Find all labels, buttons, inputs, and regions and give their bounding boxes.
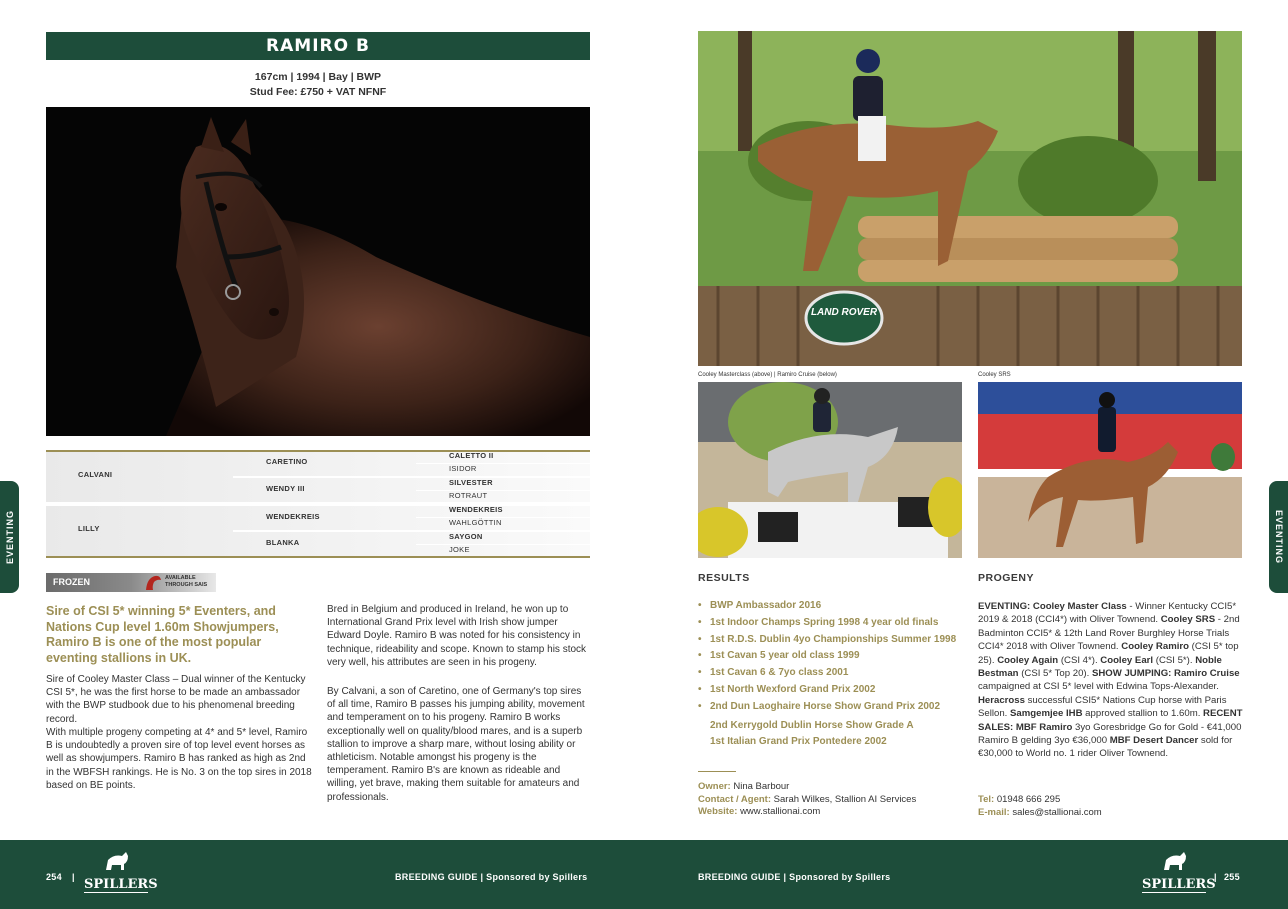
pedigree-grandsire: WENDEKREIS [266, 512, 320, 521]
result-item: • 1st Cavan 6 & 7yo class 2001 [698, 667, 849, 679]
divider [698, 771, 736, 772]
breeding-guide-label: BREEDING GUIDE | Sponsored by Spillers [698, 872, 891, 882]
pedigree-table [46, 450, 590, 558]
description-paragraph: Bred in Belgium and produced in Ireland, he won up to International Grand Prix level with Irish show jumper Edward Doyle. Ramiro B was noted for his consistency in technique, rideability and scope. Known to stamp his stock very well, his attributes are seen in his progeny. [327, 604, 587, 668]
page-title: RAMIRO B [46, 32, 590, 60]
pedigree-great-grandparent: ROTRAUT [449, 491, 488, 500]
spillers-logo-right: SPILLERS [1142, 850, 1206, 890]
result-item: 2nd Kerrygold Dublin Horse Show Grade A [710, 719, 914, 731]
photo-caption: Cooley SRS [978, 372, 1011, 378]
results-list [698, 598, 968, 751]
dressage-photo [978, 382, 1242, 558]
land-rover-logo: LAND ROVER [804, 290, 884, 346]
result-item: • 1st Indoor Champs Spring 1998 4 year old finals [698, 616, 939, 628]
horse-portrait-photo [46, 107, 590, 436]
showjumping-photo [698, 382, 962, 558]
contact-details: Tel: 01948 666 295 E-mail: sales@stallionai.com [978, 794, 1102, 818]
email-link[interactable]: sales@stallionai.com [1012, 806, 1102, 818]
pedigree-grandsire: CARETINO [266, 457, 308, 466]
results-heading: RESULTS [698, 572, 750, 584]
result-item: • 1st R.D.S. Dublin 4yo Championships Summer 1998 [698, 633, 957, 645]
pedigree-great-grandparent: ISIDOR [449, 464, 477, 473]
result-item: • 2nd Dun Laoghaire Horse Show Grand Prix 2002 [698, 700, 941, 712]
horse-details: 167cm | 1994 | Bay | BWP [254, 71, 382, 83]
intro-heading: Sire of CSI 5* winning 5* Eventers, and Nations Cup level 1.60m Showjumpers, Ramiro B is one of the most popular eventing stallions in UK. [46, 604, 279, 665]
footer-bar: 254 | SPILLERS BREEDING GUIDE | Sponsored by Spillers BREEDING GUIDE | Sponsored by Spillers SPILLERS | 255 [0, 840, 1288, 909]
pedigree-sire: CALVANI [78, 470, 113, 479]
pedigree-great-grandparent: WENDEKREIS [449, 505, 503, 514]
pedigree-granddam: WENDY III [266, 484, 305, 493]
section-tab-right: EVENTING [1269, 481, 1288, 593]
progeny-heading: PROGENY [978, 572, 1035, 584]
pedigree-great-grandparent: SAYGON [449, 532, 483, 541]
pedigree-great-grandparent: SILVESTER [449, 478, 493, 487]
pedigree-dam: LILLY [78, 524, 100, 533]
progeny-text: EVENTING: Cooley Master Class - Winner Kentucky CCI5* 2019 & 2018 (CCI4*) with Oliver Townend. Cooley SRS - 2nd Badminton CCI5* & 12th Land Rover Burghley Horse Trials CCI4* 2018 with Oliver Townend. Cooley Ramiro (CSI 5* top 25). Cooley Again (CSI 4*). Cooley Earl (CSI 5*). Noble Bestman (CSI 5* Top 20). SHOW JUMPING: Ramiro Cruise campaigned at CSI 5* level with Edwina Tops-Alexander. Heracross successful CSI5* Nations Cup horse with Paris Sellon. Samgemjee IHB approved stallion to 1.60m. RECENT SALES: MBF Ramiro 3yo Goresbridge Go for Gold - €41,000 Ramiro B gelding 3yo €36,000 MBF Desert Dancer sold for €30,000 to World no. 1 rider Oliver Townend. [978, 601, 1243, 760]
frozen-badge: FROZEN [46, 573, 216, 592]
pedigree-great-grandparent: WAHLGÖTTIN [449, 518, 502, 527]
result-item: • 1st North Wexford Grand Prix 2002 [698, 683, 876, 695]
description-paragraph: By Calvani, a son of Caretino, one of Germany's top sires of all time, Ramiro B passes his jumping ability, movement and temperament on to his progeny. Ramiro B works exceptionally well on quality/blood mares, and is a superb stallion to improve a sharp mare, without losing ability or athleticism. Notable amongst his progeny is the temperament. Ramiro B's are known as rideable and willing, yet brave, making them suitable for amateurs and professionals. [327, 686, 585, 803]
pedigree-great-grandparent: CALETTO II [449, 451, 494, 460]
page-number-left: 254 [46, 872, 62, 882]
cross-country-photo [698, 31, 1242, 366]
result-item: • BWP Ambassador 2016 [698, 600, 822, 611]
photo-caption: Cooley Masterclass (above) | Ramiro Cruise (below) [698, 372, 837, 378]
result-item: 1st Italian Grand Prix Pontedere 2002 [710, 736, 887, 748]
pedigree-granddam: BLANKA [266, 538, 300, 547]
result-item: • 1st Cavan 5 year old class 1999 [698, 650, 860, 662]
page-number-right: 255 [1224, 872, 1240, 882]
description-paragraph: With multiple progeny competing at 4* and 5* level, Ramiro B is undoubtedly a proven sire of top level event horses as well as showjumpers. Ramiro B has ranked as high as 2nd in the WBFSH rankings. He is No. 3 on the top sires in 2018 based on BE points. [46, 727, 312, 791]
section-tab-left: EVENTING [0, 481, 19, 593]
sais-availability: AVAILABLE THROUGH SAIS [165, 575, 208, 588]
pedigree-great-grandparent: JOKE [449, 545, 470, 554]
stud-fee: Stud Fee: £750 + VAT NFNF [249, 86, 387, 98]
contact-block: Owner: Nina Barbour Contact / Agent: Sarah Wilkes, Stallion AI Services Website: www.stallionai.com [698, 781, 917, 817]
sais-logo-icon [143, 573, 163, 592]
description-paragraph: Sire of Cooley Master Class – Dual winner of the Kentucky CSI 5*, he was the first horse to be made an ambassador with the BWP studbook due to his phenomenal breeding record. [46, 674, 306, 725]
website-link[interactable]: www.stallionai.com [740, 806, 821, 817]
breeding-guide-label: BREEDING GUIDE | Sponsored by Spillers [395, 872, 588, 882]
spillers-logo-left: SPILLERS [84, 850, 148, 890]
